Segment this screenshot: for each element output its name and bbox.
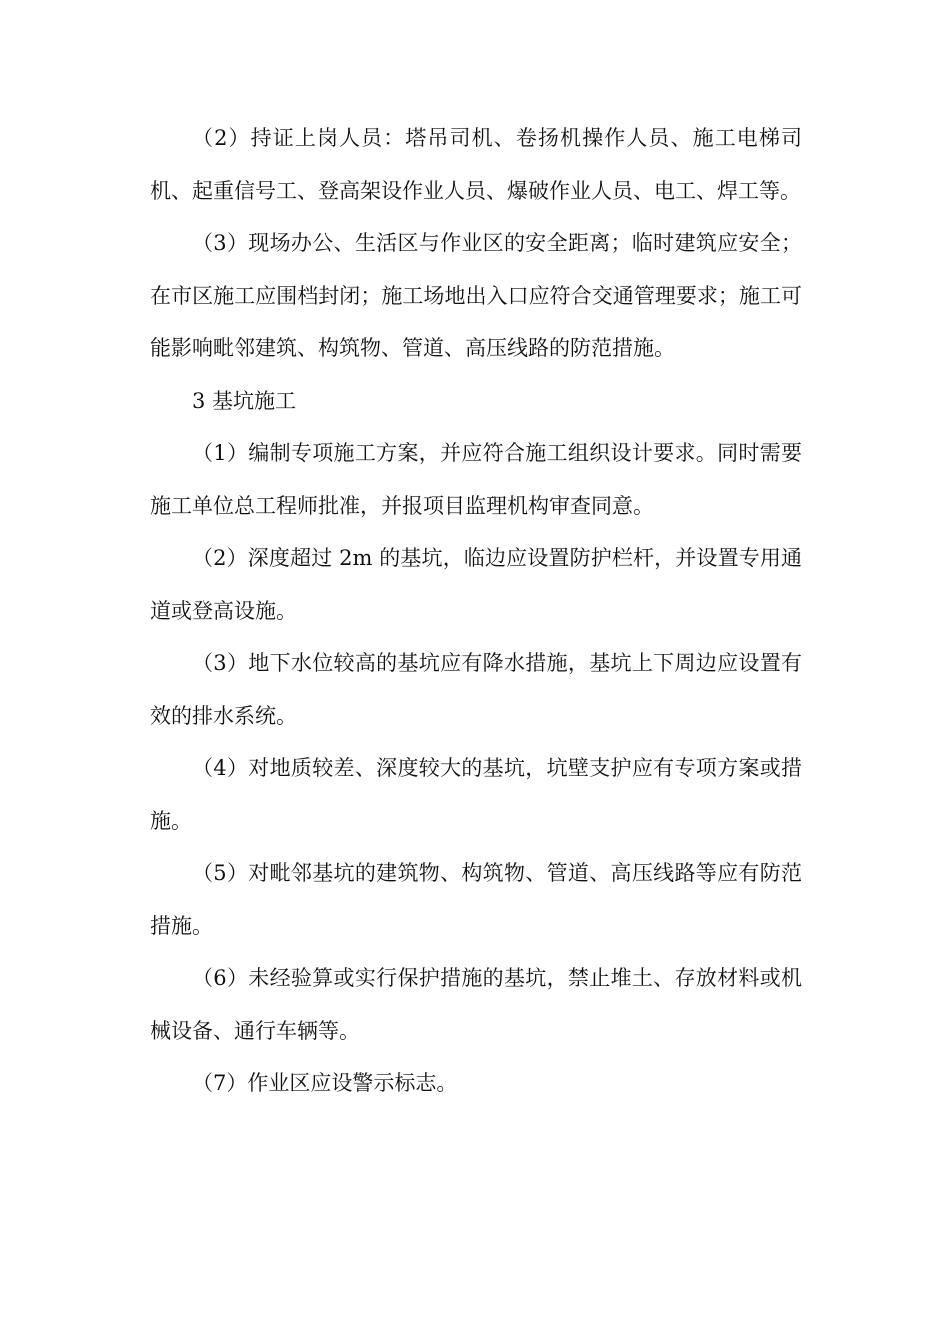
document-body — [150, 112, 802, 1110]
section-heading-foundation-pit: 3 基坑施工 — [192, 388, 297, 413]
paragraph-prohibited-loading: （6）未经验算或实行保护措施的基坑，禁止堆土、存放材料或机械设备、通行车辆等。 — [150, 966, 802, 1043]
paragraph-site-safety-distance: （3）现场办公、生活区与作业区的安全距离；临时建筑应安全；在市区施工应围档封闭；施工场地出入口应符合交通管理要求；施工可能影响毗邻建筑、构筑物、管道、高压线路的防范措施。 — [150, 231, 802, 360]
paragraph-special-plan: （1）编制专项施工方案，并应符合施工组织设计要求。同时需要施工单位总工程师批准，并报项目监理机构审查同意。 — [150, 441, 802, 518]
paragraph-certified-personnel: （2）持证上岗人员：塔吊司机、卷扬机操作人员、施工电梯司机、起重信号工、登高架设作业人员、爆破作业人员、电工、焊工等。 — [150, 126, 802, 203]
paragraph-dewatering: （3）地下水位较高的基坑应有降水措施，基坑上下周边应设置有效的排水系统。 — [150, 651, 802, 728]
paragraph-adjacent-protection: （5）对毗邻基坑的建筑物、构筑物、管道、高压线路等应有防范措施。 — [150, 861, 802, 938]
paragraph-warning-signs: （7）作业区应设警示标志。 — [192, 1071, 458, 1095]
paragraph-pit-wall-support: （4）对地质较差、深度较大的基坑，坑壁支护应有专项方案或措施。 — [150, 756, 802, 833]
paragraph-guardrail: （2）深度超过 2m 的基坑，临边应设置防护栏杆，并设置专用通道或登高设施。 — [150, 546, 802, 623]
